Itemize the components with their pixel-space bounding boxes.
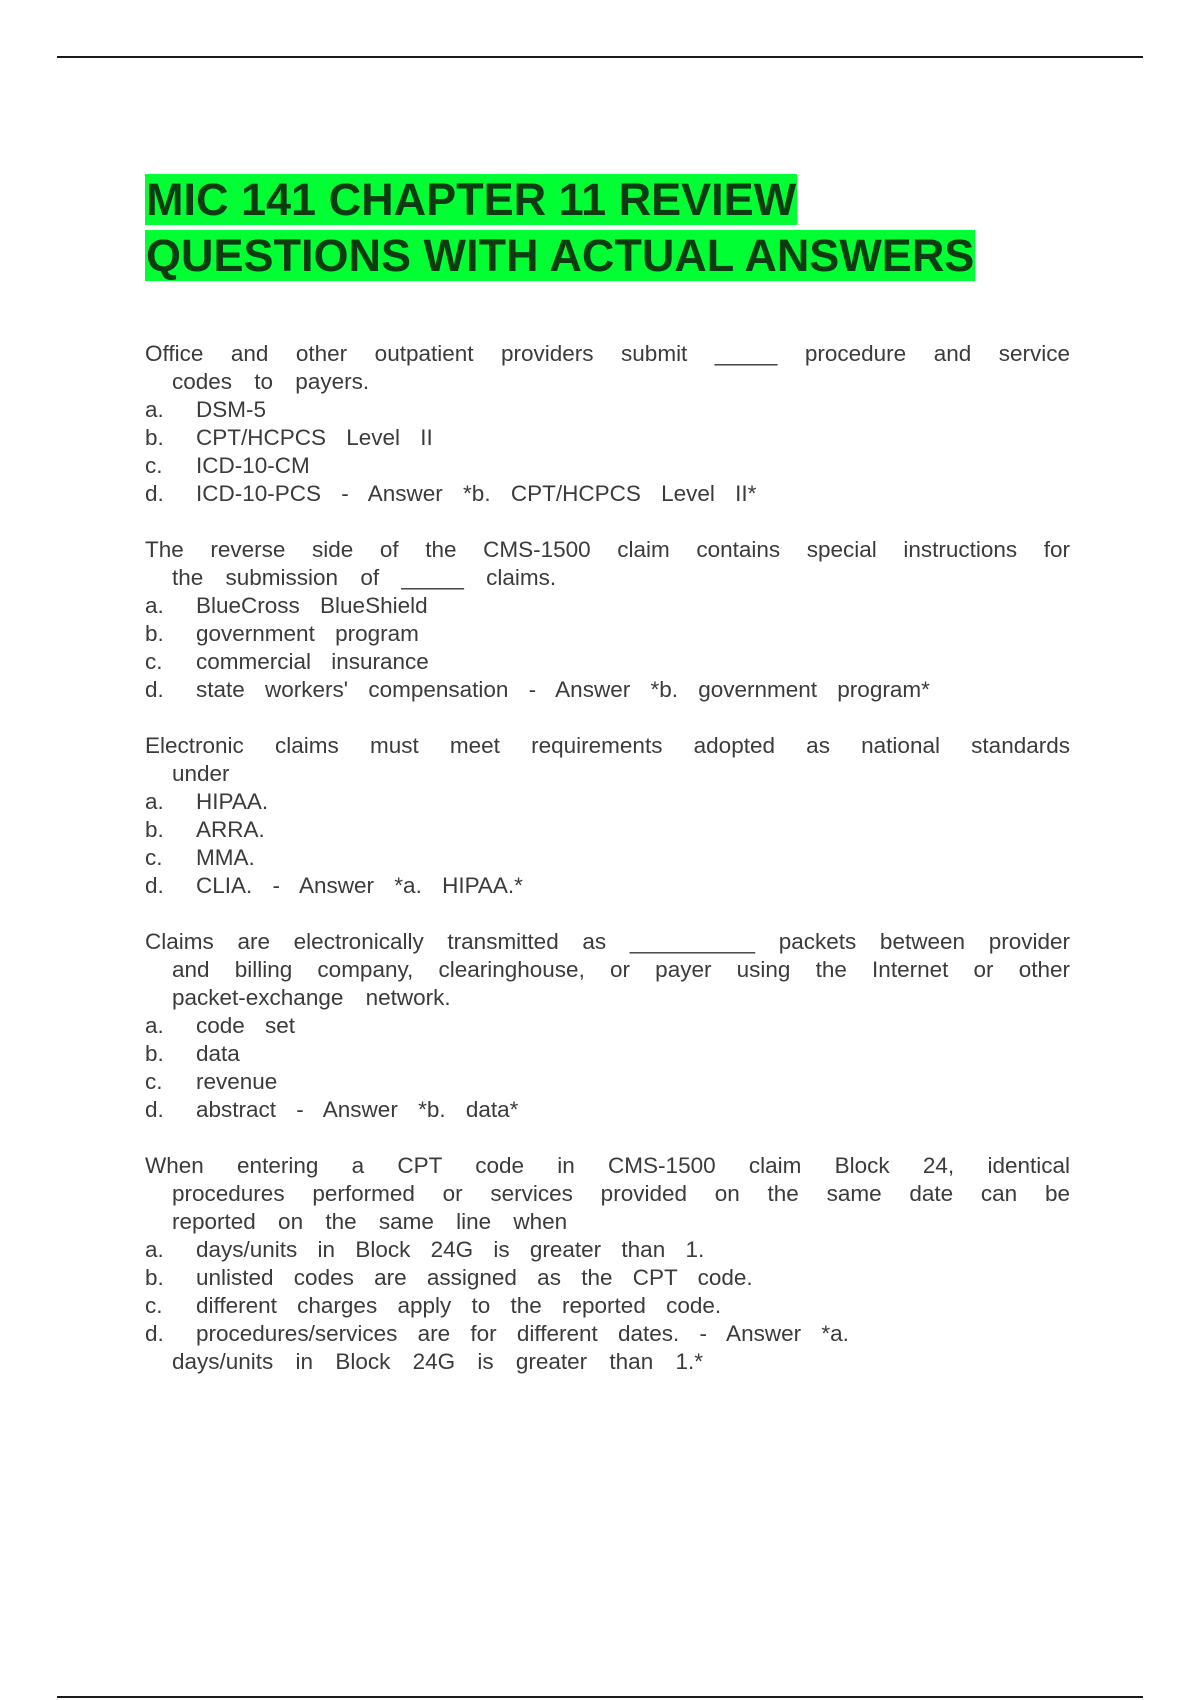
answer-continuation: days/units in Block 24G is greater than 1.*: [172, 1349, 703, 1374]
option-d-answer: d. abstract - Answer *b. data*: [145, 1097, 519, 1122]
question-4: [145, 928, 1070, 1124]
option-d-answer: d. state workers' compensation - Answer *b. government program*: [145, 677, 930, 702]
question-1: [145, 340, 1070, 508]
option-c: c. different charges apply to the reported code.: [145, 1293, 722, 1318]
option-a: a. HIPAA.: [145, 789, 269, 814]
option-a: a. days/units in Block 24G is greater than 1.: [145, 1237, 705, 1262]
question-text: When entering a CPT code in CMS-1500 claim Block 24, identical procedures performed or services provided on the same date can be reported on the same line when: [145, 1153, 1070, 1234]
questions-list: [145, 340, 1070, 1404]
option-a: a. BlueCross BlueShield: [145, 593, 428, 618]
question-text: Office and other outpatient providers submit _____ procedure and service codes to payers.: [145, 341, 1070, 394]
option-b: b. data: [145, 1041, 240, 1066]
document-title: [145, 172, 1105, 284]
title-line-2: QUESTIONS WITH ACTUAL ANSWERS: [146, 230, 975, 281]
question-text: The reverse side of the CMS-1500 claim contains special instructions for the submission of _____ claims.: [145, 537, 1070, 590]
question-3: [145, 732, 1070, 900]
option-b: b. CPT/HCPCS Level II: [145, 425, 433, 450]
option-d-answer: d. CLIA. - Answer *a. HIPAA.*: [145, 873, 523, 898]
question-text: Electronic claims must meet requirements adopted as national standards under: [145, 733, 1070, 786]
option-d-answer: d. procedures/services are for different dates. - Answer *a.: [145, 1321, 849, 1346]
option-d-answer: d. ICD-10-PCS - Answer *b. CPT/HCPCS Level II*: [145, 481, 757, 506]
option-b: b. government program: [145, 621, 419, 646]
option-c: c. MMA.: [145, 845, 255, 870]
option-a: a. code set: [145, 1013, 296, 1038]
question-5: [145, 1152, 1070, 1376]
option-a: a. DSM-5: [145, 397, 267, 422]
option-c: c. revenue: [145, 1069, 278, 1094]
question-text: Claims are electronically transmitted as __________ packets between provider and billing company, clearinghouse, or payer using the Internet or other packet-exchange network.: [145, 929, 1070, 1010]
top-rule: [57, 56, 1143, 58]
bottom-rule: [57, 1696, 1143, 1698]
option-b: b. unlisted codes are assigned as the CPT code.: [145, 1265, 753, 1290]
option-c: c. commercial insurance: [145, 649, 429, 674]
option-b: b. ARRA.: [145, 817, 265, 842]
title-line-1: MIC 141 CHAPTER 11 REVIEW: [146, 174, 797, 225]
question-2: [145, 536, 1070, 704]
option-c: c. ICD-10-CM: [145, 453, 310, 478]
